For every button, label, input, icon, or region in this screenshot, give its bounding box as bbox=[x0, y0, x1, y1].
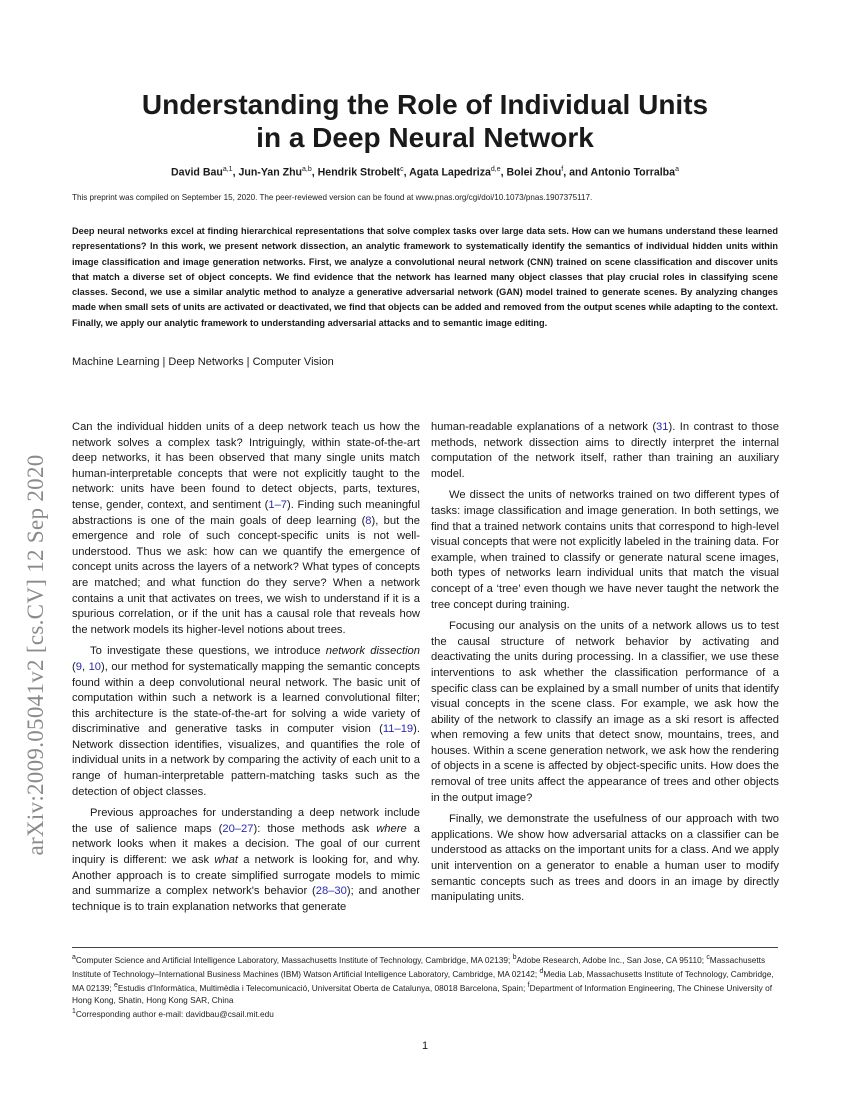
text-run: ); and another technique is to train explanation networks that generate bbox=[72, 885, 420, 913]
body-paragraph bbox=[431, 420, 779, 482]
paper-title bbox=[72, 88, 778, 154]
text-run: To investigate these questions, we introduce bbox=[90, 645, 326, 658]
author-name: Jun-Yan Zhu bbox=[238, 166, 303, 179]
body-paragraph bbox=[72, 644, 420, 800]
arxiv-identifier-stamp: arXiv:2009.05041v2 [cs.CV] 12 Sep 2020 bbox=[23, 454, 48, 856]
author-affiliation-mark: c bbox=[400, 166, 404, 173]
body-paragraph bbox=[72, 420, 420, 638]
text-run: We dissect the units of networks trained on two different types of tasks: image classification and image generation. In both settings, we find that a trained network contains units that correspond to high-level visual concepts that were not explicitly labeled in the training data. For example, when trained to classify or generate natural scene images, both types of networks learn individual units that match the visual concept of a ‘tree’ even though we have never taught the network the tree concept during training. bbox=[431, 489, 779, 611]
author-name: Hendrik Strobelt bbox=[317, 166, 401, 179]
text-run: a network is looking for, and why. Another approach is to create simplified surrogate models to mimic and summarize a complex network's behavior ( bbox=[72, 854, 420, 898]
author-name: Agata Lapedriza bbox=[409, 166, 491, 179]
author-separator: , and bbox=[563, 166, 591, 179]
text-run: a network looks when it makes a decision. The goal of our current inquiry is different: we ask bbox=[72, 822, 420, 867]
author-separator: , bbox=[232, 166, 239, 179]
text-run: Finally, we demonstrate the usefulness of our approach with two applications. We show how adversarial attacks on a classifier can be understood as attacks on the important units for a class. And we apply unit intervention on a generator to enable a human user to modify semantic concepts such as trees and doors in an image by directly manipulating units. bbox=[431, 813, 779, 904]
text-run: Adobe Research, Adobe Inc., San Jose, CA 95110; bbox=[516, 954, 707, 965]
footnote-divider bbox=[72, 947, 778, 948]
footnote-mark: c bbox=[706, 954, 710, 961]
body-paragraph bbox=[72, 806, 420, 915]
author-affiliation-mark: a,b bbox=[302, 166, 312, 173]
citation-link[interactable]: 28–30 bbox=[315, 885, 347, 898]
footnote-mark: 1 bbox=[72, 1007, 76, 1015]
citation-link[interactable]: 20–27 bbox=[222, 822, 254, 835]
footnote-line bbox=[72, 1006, 778, 1020]
author-affiliation-mark: d,e bbox=[490, 166, 501, 173]
citation-link[interactable]: 8 bbox=[365, 514, 372, 527]
citation-link[interactable]: 11–19 bbox=[382, 723, 414, 736]
body-paragraph bbox=[431, 812, 779, 906]
text-run: ( bbox=[72, 660, 76, 673]
text-run: human-readable explanations of a network ( bbox=[431, 421, 657, 433]
emphasis-text: what bbox=[214, 854, 238, 867]
citation-link[interactable]: 10 bbox=[88, 660, 102, 673]
title-line-1: Understanding the Role of Individual Units bbox=[141, 89, 709, 120]
author-affiliation-mark: a bbox=[675, 166, 679, 173]
text-run: Department of Information Engineering, The Chinese University of Hong Kong, Shatin, Hong Kong SAR, China bbox=[72, 983, 773, 1005]
affiliation-footnotes bbox=[72, 952, 778, 1020]
author-list bbox=[72, 166, 778, 179]
text-run: Estudis d’Informàtica, Multimèdia i Telecomunicació, Universitat Oberta de Catalunya, 08018 Barcelona, Spain; bbox=[117, 983, 528, 994]
author-name: Bolei Zhou bbox=[506, 166, 562, 179]
footnote-mark: a bbox=[72, 954, 76, 961]
footnote-mark: e bbox=[113, 982, 118, 990]
text-run: Previous approaches for understanding a deep network include the use of salience maps ( bbox=[72, 807, 420, 835]
text-run: Massachusetts Institute of Technology–International Business Machines (IBM) Watson Artificial Intelligence Laboratory, Cambridge, MA 02142; bbox=[72, 954, 766, 979]
author-affiliation-mark: a,1 bbox=[222, 166, 233, 173]
emphasis-text: where bbox=[376, 822, 407, 835]
title-line-2: in a Deep Neural Network bbox=[256, 122, 594, 153]
preprint-note: This preprint was compiled on September 15, 2020. The peer-reviewed version can be found at www.pnas.org/cgi/doi/10.1073/pnas.1907375117. bbox=[72, 193, 593, 202]
text-run: Corresponding author e-mail: davidbau@csail.mit.edu bbox=[75, 1008, 274, 1019]
text-run: ). Finding such meaningful abstractions is one of the main goals of deep learning ( bbox=[72, 498, 421, 527]
citation-link[interactable]: 9 bbox=[75, 660, 82, 673]
author-affiliation-mark: f bbox=[561, 166, 564, 173]
text-run: Media Lab, Massachusetts Institute of Technology, Cambridge, MA 02139; bbox=[72, 968, 774, 994]
body-column-left bbox=[72, 420, 420, 921]
citation-link[interactable]: 31 bbox=[656, 421, 669, 433]
text-run: Computer Science and Artificial Intelligence Laboratory, Massachusetts Institute of Technology, Cambridge, MA 02139; bbox=[75, 954, 513, 965]
text-run: Can the individual hidden units of a deep network teach us how the network solves a complex task? Intriguingly, within state-of-the-art deep networks, it has been observed that many single units match human-interpretable concepts that were not explicitly taught to the network: units have been found to detect objects, parts, textures, tense, gender, context, and sentiment ( bbox=[72, 421, 420, 511]
footnote-line bbox=[72, 952, 778, 1006]
text-run: ). Network dissection identifies, visualizes, and quantifies the role of individual units in a network by comparing the activity of each unit to a range of human-interpretable pattern-matching tasks such as the detection of object classes. bbox=[72, 723, 420, 798]
citation-link[interactable]: 1–7 bbox=[268, 498, 288, 511]
emphasis-text: network dissection bbox=[325, 645, 421, 658]
text-run: ). In contrast to those methods, network dissection aims to directly interpret the internal computation of the network itself, rather than training an auxiliary model. bbox=[431, 421, 779, 480]
author-separator: , bbox=[311, 166, 318, 179]
abstract: Deep neural networks excel at finding hierarchical representations that solve complex tasks over large data sets. How can we humans understand these learned representations? In this work, we present network dissection, an analytic framework to systematically identify the semantics of individual hidden units within image classification and image generation networks. First, we analyze a convolutional neural network (CNN) trained on scene classification and discover units that match a diverse set of object concepts. We find evidence that the network has learned many object classes that play crucial roles in classifying scene classes. Second, we use a similar analytic method to analyze a generative adversarial network (GAN) model trained to generate scenes. By analyzing changes made when small sets of units are activated or deactivated, we find that objects can be added and removed from the output scenes while adapting to the context. Finally, we apply our analytic framework to understanding adversarial attacks and to semantic image editing. bbox=[72, 226, 778, 328]
footnote-mark: f bbox=[527, 982, 530, 990]
body-paragraph bbox=[431, 488, 779, 613]
author-separator: , bbox=[403, 166, 410, 179]
footnote-mark: b bbox=[512, 954, 517, 961]
text-run: ), but the emergence and role of such concept-specific units is not well-understood. Thus we ask: how can we quantify the emergence of concept units across the layers of a network? What types of concepts are matched; and what function do they serve? When a network contains a unit that activates on trees, we wish to understand if it is a spurious correlation, or if the unit has a causal role that reveals how the network models its higher-level notions about trees. bbox=[72, 514, 420, 636]
body-paragraph bbox=[431, 619, 779, 806]
text-run: ), our method for systematically mapping the semantic concepts found within a deep convolutional neural network. The basic unit of computation within such a network is a learned convolutional filter; this architecture is the state-of-the-art for solving a wide variety of discriminative and generative tasks in computer vision ( bbox=[72, 660, 420, 736]
footnote-mark: d bbox=[539, 968, 544, 976]
text-run: Focusing our analysis on the units of a network allows us to test the causal structure of network behavior by activating and deactivating the units during processing. In a classifier, we use these interventions to ask whether the classification performance of a specific class can be explained by a small number of units that identify visual concepts in the scene class. For example, we ask how the ability of the network to classify an image as a ski resort is affected when removing a few units that detect snow, mountains, trees, and houses. Within a scene generation network, we ask how the rendering of objects in a scene is affected by object-specific units. How does the removal of tree units affect the appearance of trees and other objects in the output image? bbox=[431, 620, 779, 804]
body-column-right bbox=[431, 420, 779, 912]
author-separator: , bbox=[500, 166, 507, 179]
author-name: Antonio Torralba bbox=[590, 166, 676, 179]
text-run: ): those methods ask bbox=[253, 822, 377, 835]
page-number: 1 bbox=[421, 1040, 429, 1052]
author-name: David Bau bbox=[171, 166, 223, 179]
keywords: Machine Learning | Deep Networks | Computer Vision bbox=[72, 356, 334, 368]
text-run: , bbox=[81, 660, 89, 673]
